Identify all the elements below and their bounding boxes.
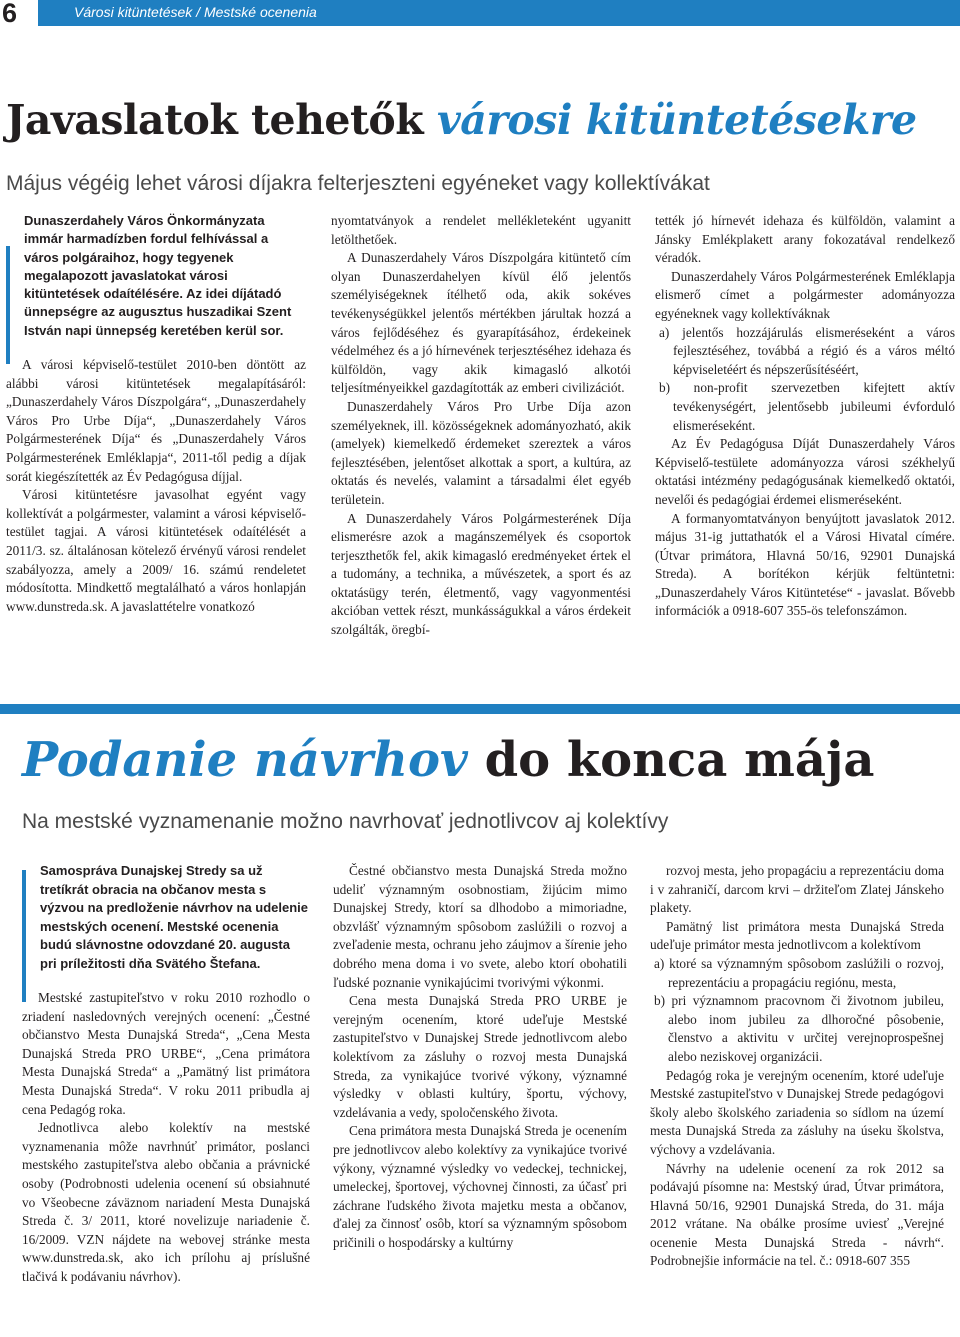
sk-paragraph: Cena primátora mesta Dunajská Streda je ocenením pre jednotlivcov alebo kolektívy za vynikajúce tvorivé výkony, významné výsledky vo vedeckej, technickej, umeleckej, športovej, výchovnej činnosti, za účasť pri záchrane ľudského života majetku mesta a občanov, ďalej za činnosť osôb, ktorí sa významným spôsobom pričinili o hospodársky a kultúrny [333, 1123, 627, 1250]
sk-paragraph: Pedagóg roka je verejným ocenením, ktoré udeľuje Mestské zastupiteľstvo v Dunajskej Strede pedagógovi školy alebo školského zariadenia so sídlom na území mesta Dunajská Streda za zásluhy na úseku školstva, výchovy a vzdelávania. [650, 1067, 944, 1157]
hu-column-2 [331, 212, 631, 640]
sk-headline-part1: Podanie návrhov [22, 732, 468, 788]
sk-lead: Samospráva Dunajskej Stredy sa už tretíkrát obracia na občanov mesta s výzvou na predloženie návrhov na udelenie mestských ocenení. Mestské ocenenia budú slávnostne odovzdané 20. augusta pri príležitosti dňa Svätého Štefana. [40, 863, 309, 971]
hu-paragraph: A városi képviselő-testület 2010-ben döntött az alábbi városi kitüntetések megalapításáról: „Dunaszerdahely Város Díszpolgára“, „Dunaszerdahely Város Pro Urbe Díja“, „Dunaszerdahely Város Polgármesterének Díja“ és „Dunaszerdahely Város Polgármesterének Emléklapja“, 2011-től pedig a díjak sorát kiegészítették az Év Pedagógusa díjjal. [6, 357, 306, 484]
hu-paragraph: tették jó hírnevét idehaza és külföldön, valamint a Jánsky Emlékplakett arany fokozatával rendelkező véradók. [655, 213, 955, 266]
section-label: Városi kitüntetések / Mestské ocenenia [74, 4, 317, 20]
hu-paragraph: Dunaszerdahely Város Pro Urbe Díja azon személyeknek, ill. közösségeknek adományozható, akik (amelyek) kiemelkedő érdemeket szereztek a város fejlesztésében, jelentőset alkottak a sport, a kultúra, az oktatás és nevelés, valamint a társadalmi élet egyéb területein. [331, 398, 631, 507]
sk-paragraph: Návrhy na udelenie ocenení za rok 2012 sa podávajú písomne na: Mestský úrad, Útvar primátora, Hlavná 50/16, 92901 Dunajská Streda, do 31. mája 2012 vrátane. Na obálke prosíme uviesť „Verejné ocenenie Mesta Dunajská Streda - návrh“. Podrobnejšie informácie na tel. č.: 0918-607 355 [650, 1160, 944, 1269]
sk-lead-block [22, 862, 310, 973]
hu-paragraph: A Dunaszerdahely Város Polgármesterének Díja elismerésre azok a magánszemélyek és csoportok terjeszthetők fel, akik kimagasló eredményeket értek el a tudomány, a technika, a művészetek, a sport és az oktatásügy terén, életmentő, vagy vagyonmentési akcióban vettek részt, munkásságukkal a város érdekeit szolgálták, öregbí- [331, 510, 631, 638]
hu-paragraph: Az Év Pedagógusa Díját Dunaszerdahely Város Képviselő-testülete adományozza városi székhelyű oktatási intézmény pedagógusának kiemelkedő oktatói, nevelői és pedagógiai érdemei elismeréseként. [655, 436, 955, 507]
hu-headline-part1: Javaslatok tehetők [6, 96, 437, 144]
hu-paragraph: Városi kitüntetésre javasolhat egyént vagy kollektívát a polgármester, valamint a városi képviselő-testület tagjai. A városi kitüntetések odaítélését a 2011/3. sz. általánosan kötelező érvényű városi rendelet szabályozza, amely a 2009/ 16. számú rendeletet módosította. Mindkettő megtalálható a város honlapján www.dunstreda.sk. A javaslattételre vonatkozó [6, 487, 306, 614]
sk-paragraph: Čestné občianstvo mesta Dunajská Streda možno udeliť významným osobnostiam, žijúcim mimo Dunajskej Stredy, ktorí sa dlhodobo a mimoriadne, obzvlášť významným spôsobom zaslúžili o rozvoj a zveľadenie mesta, ochranu jeho záujmov a šírenie jeho dobrého mena doma i vo svete, alebo ktorí obohatili ľudské poznanie vynikajúcimi tvorivými výkonmi. [333, 863, 627, 990]
sk-paragraph: Cena mesta Dunajská Streda PRO URBE je verejným ocenením, ktoré udeľuje Mestské zastupiteľstvo v Dunajskej Strede jednotlivcom alebo kolektívom za zásluhy o rozvoj mesta Dunajská Streda, za vynikajúce tvorivé výkony, významné výsledky v oblasti kultúry, športu, výchovy, vzdelávania a vedy, spoločenského života. [333, 993, 627, 1120]
hu-subheadline: Május végéig lehet városi díjakra felterjeszteni egyéneket vagy kollektívákat [6, 172, 710, 195]
hu-paragraph: Dunaszerdahely Város Polgármesterének Emléklapja elismerő címet a polgármester adományozza egyéneknek vagy kollektíváknak [655, 268, 955, 321]
hu-paragraph: A formanyomtatványon benyújtott javaslatok 2012. május 31-ig juttathatók el a Városi Hivatal címére. (Útvar primátora, Hlavná 50/16, 92901 Dunajská Streda). A borítékon kérjük feltüntetni: „Dunaszerdahely Város Kitüntetése“ - javaslat. Bővebb információk a 0918-607 355-ös telefonszámon. [655, 510, 955, 619]
sk-paragraph: Mestské zastupiteľstvo v roku 2010 rozhodlo o zriadení nasledovných verejných ocenení: „Čestné občianstvo Mesta Dunajská Streda“, „Cena Mesta Dunajská Streda PRO URBE“, „Cena primátora Mesta Dunajská Streda“ a „Pamätný list primátora Mesta Dunajská Streda“. V roku 2011 pribudla aj cena Pedagóg roka. [22, 990, 310, 1117]
sk-paragraph: Jednotlivca alebo kolektív na mestské vyznamenania môže navrhnúť primátor, poslanci mestského zastupiteľstva alebo občania a právnické osoby (Podrobnosti udelenia ocenení sú obsiahnuté vo Všeobecne záväznom nariadení Mesta Dunajská Streda č. 3/ 2011, ktoré novelizuje nariadenie č. 16/2009. VZN nájdete na webovej stránke mesta www.dunstreda.sk, ako ich prílohu aj príslušné tlačivá k podávaniu návrhov). [22, 1120, 310, 1284]
sk-paragraph: rozvoj mesta, jeho propagáciu a reprezentáciu doma i v zahraničí, darcom krvi – držiteľom Zlatej Jánskeho plakety. [650, 863, 944, 916]
sk-headline-part2: do konca mája [467, 732, 875, 788]
hu-paragraph: A Dunaszerdahely Város Díszpolgára kitüntető cím olyan Dunaszerdahelyen kívül élő jelentős személyiségeknek ítélhető oda, akik sokéves tevékenységükkel jelentős mértékben járultak hozzá a város fejlődéséhez és gyarapításához, érdekeinek védelméhez és a jó hírnevének terjesztéséhez idehaza és külföldön, vagy akik kimagasló alkotói teljesítményeikkel gazdagították az emberi civilizációt. [331, 250, 631, 396]
sk-column-3 [650, 862, 944, 1271]
sk-headline [22, 732, 874, 788]
hu-list-item: b) non-profit szervezetben kifejtett aktív tevékenységért, jelentősebb jubileumi évforduló elismeréseként. [659, 380, 955, 433]
hu-lead-block [6, 212, 306, 340]
hu-column-1 [6, 212, 306, 616]
sk-column-1 [22, 862, 310, 1287]
sk-paragraph: Pamätný list primátora mesta Dunajská Streda udeľuje primátor mesta jednotlivcom a kolektívom [650, 918, 944, 953]
sk-lead-accent-bar [22, 870, 26, 1002]
hu-column-3 [655, 212, 955, 621]
sk-column-2 [333, 862, 627, 1252]
hu-lead: Dunaszerdahely Város Önkormányzata immár harmadízben fordul felhívással a város polgáraihoz, hogy tegyenek megalapozott javaslatokat városi kitüntetések odaítélésére. Az idei díjátadó ünnepségre az augusztus huszadikai Szent István napi ünnepség keretében kerül sor. [24, 213, 292, 338]
hu-headline-part2: városi kitüntetésekre [436, 96, 917, 144]
sk-list-item: b) pri významnom pracovnom či životnom jubileu, alebo inom jubileu za dlhoročné pôsobenie, členstvo a aktivitu v určitej verejnoprospešnej alebo neziskovej organizácii. [654, 993, 944, 1064]
hu-list-item: a) jelentős hozzájárulás elismeréseként a város fejlesztéséhez, továbbá a régió és a város méltó képviseletéért és népszerűsítéséért, [659, 324, 955, 377]
section-divider [0, 704, 960, 714]
page-number: 6 [0, 0, 38, 26]
hu-paragraph: nyomtatványok a rendelet mellékleteként ugyanitt letölthetőek. [331, 213, 631, 247]
hu-headline [6, 96, 917, 144]
sk-subheadline: Na mestské vyznamenanie možno navrhovať jednotlivcov aj kolektívy [22, 810, 669, 833]
hu-lead-accent-bar [6, 246, 10, 364]
sk-list-item: a) ktoré sa významným spôsobom zaslúžili o rozvoj, reprezentáciu a propagáciu regiónu, mesta, [654, 955, 944, 990]
